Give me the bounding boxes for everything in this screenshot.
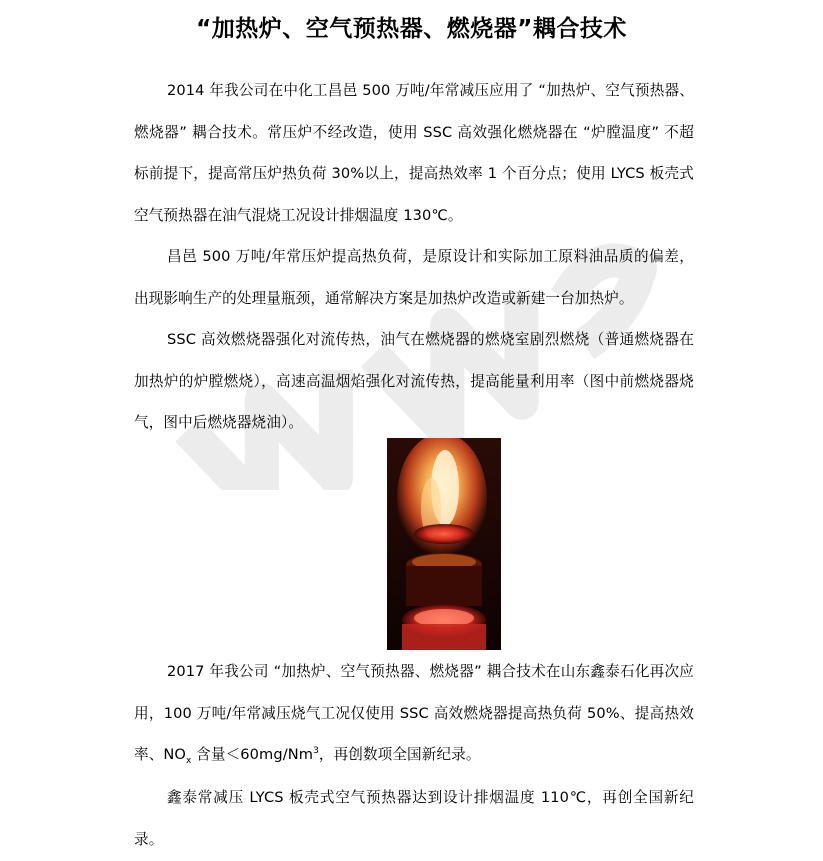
- paragraph-4-text-c: ，再创数项全国新纪录。: [318, 746, 481, 763]
- unit-superscript: 3: [313, 746, 319, 757]
- nox-subscript: x: [186, 755, 192, 766]
- paragraph-5: 鑫泰常减压 LYCS 板壳式空气预热器达到设计排烟温度 110℃，再创全国新纪录。: [134, 789, 694, 848]
- paragraph-2: 昌邑 500 万吨/年常压炉提高热负荷，是原设计和实际加工原料油品质的偏差，出现影响生产的处理量瓶颈，通常解决方案是加热炉改造或新建一台加热炉。: [134, 248, 694, 307]
- paragraph-4-text-b: 含量＜60mg/Nm: [191, 746, 314, 763]
- paragraph-4-text-a: 2017 年我公司 “加热炉、空气预热器、燃烧器” 耦合技术在山东鑫泰石化再次应用，100 万吨/年常减压烧气工况仅使用 SSC 高效燃烧器提高热负荷 50%、提高热效率、NO: [134, 663, 694, 763]
- paragraph-4: [134, 651, 694, 776]
- burner-flame-photo: [387, 438, 501, 650]
- document-title: “加热炉、空气预热器、燃烧器”耦合技术: [196, 16, 627, 42]
- paragraph-1: 2014 年我公司在中化工昌邑 500 万吨/年常减压应用了 “加热炉、空气预热器、燃烧器” 耦合技术。常压炉不经改造，使用 SSC 高效强化燃烧器在 “炉膛温度” 不超标前提下，提高常压炉热负荷 30%以上，提高热效率 1 个百分点；使用 LYCS 板壳式空气预热器在油气混烧工况设计排烟温度 130℃。: [134, 82, 694, 224]
- paragraph-3: SSC 高效燃烧器强化对流传热，油气在燃烧器的燃烧室剧烈燃烧（普通燃烧器在加热炉的炉膛燃烧），高速高温烟焰强化对流传热，提高能量利用率（图中前燃烧器烧气，图中后燃烧器烧油）。: [134, 331, 694, 431]
